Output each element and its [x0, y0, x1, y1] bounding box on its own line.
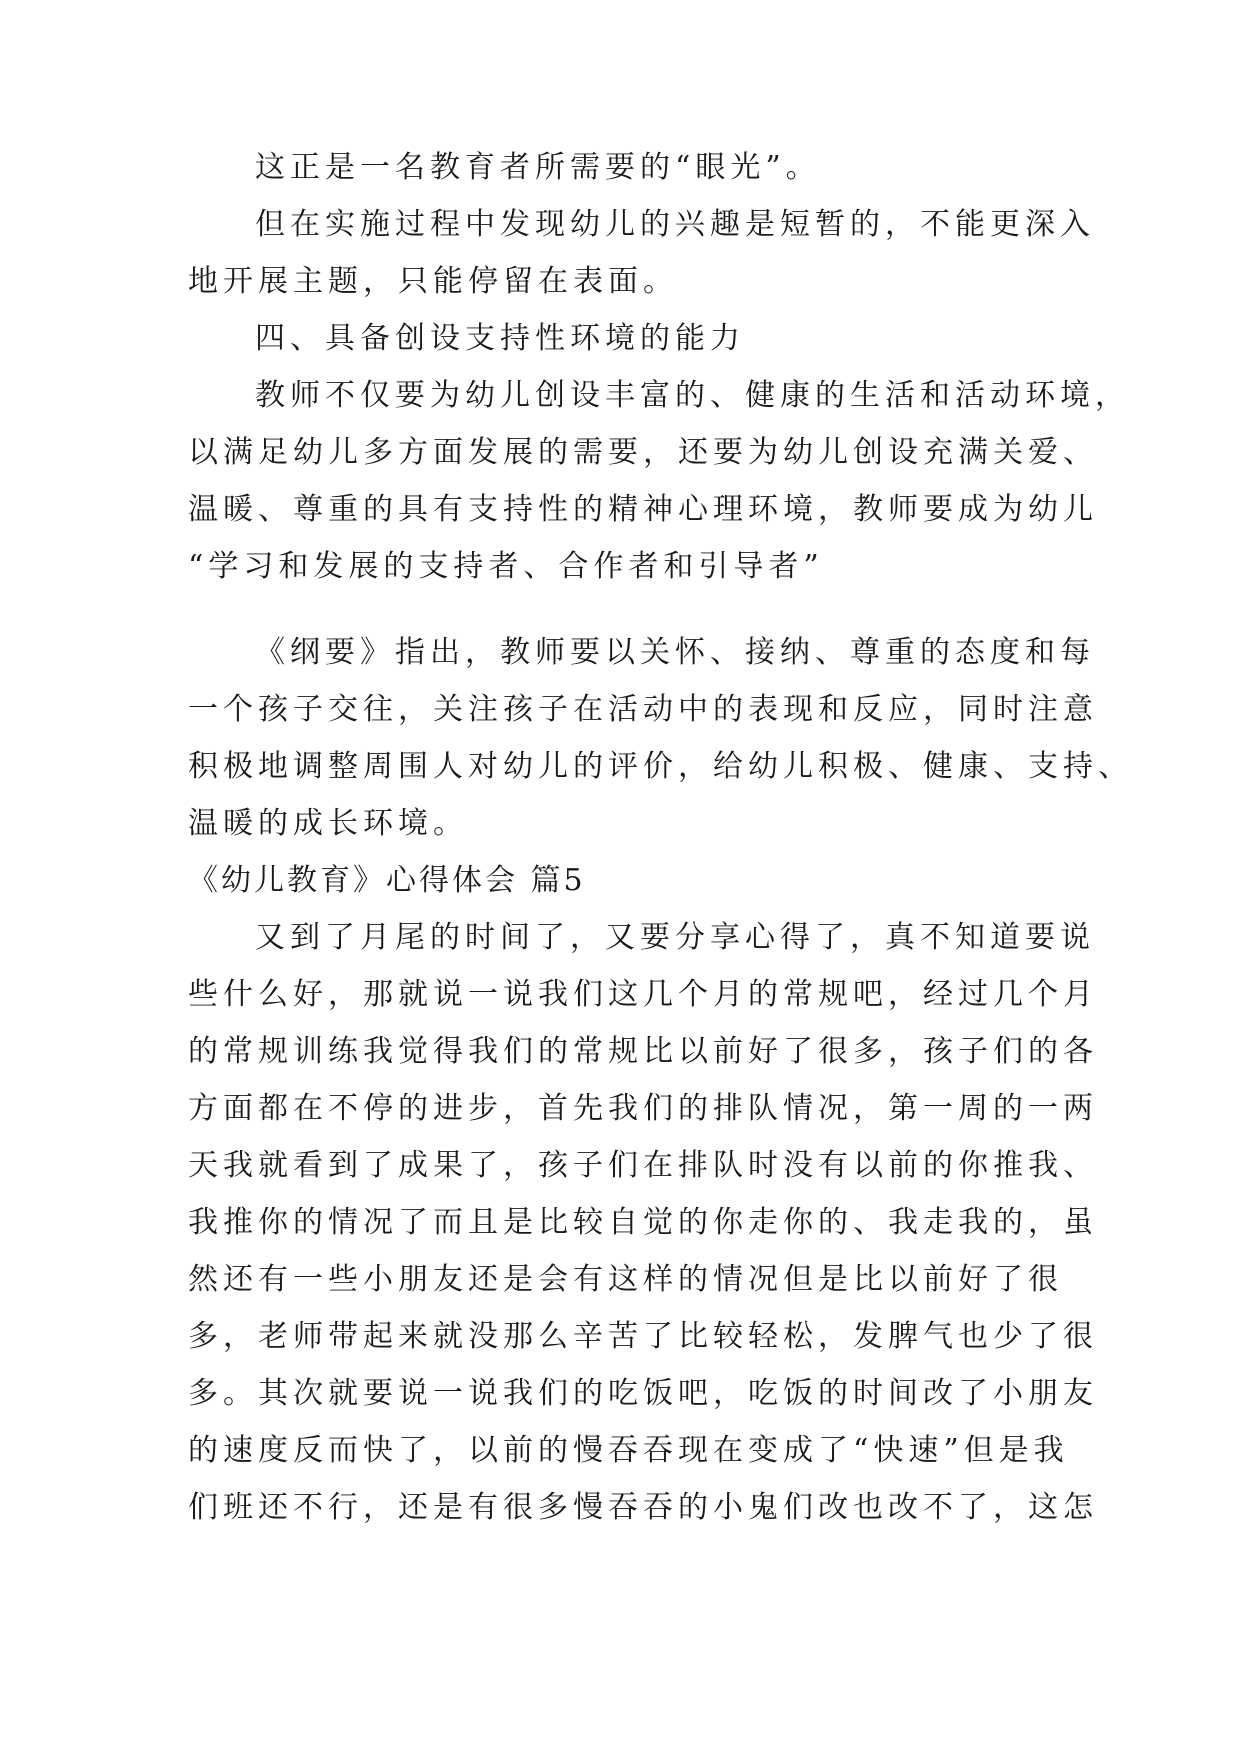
paragraph-line: 方面都在不停的进步，首先我们的排队情况，第一周的一两	[188, 1091, 1098, 1126]
paragraph-line: 积极地调整周围人对幼儿的评价，给幼儿积极、健康、支持、	[188, 749, 1133, 784]
paragraph-line: “学习和发展的支持者、合作者和引导者”	[188, 549, 824, 584]
paragraph-line: 们班还不行，还是有很多慢吞吞的小鬼们改也改不了，这怎	[188, 1490, 1098, 1525]
paragraph-line: 天我就看到了成果了，孩子们在排队时没有以前的你推我、	[188, 1148, 1098, 1183]
section-heading: 四、具备创设支持性环境的能力	[255, 321, 745, 356]
paragraph-line: 温暖的成长环境。	[188, 806, 468, 841]
paragraph-line: 地开展主题，只能停留在表面。	[188, 264, 678, 299]
paragraph-line: 教师不仅要为幼儿创设丰富的、健康的生活和活动环境，	[255, 378, 1130, 413]
paragraph-line: 然还有一些小朋友还是会有这样的情况但是比以前好了很	[188, 1262, 1063, 1297]
paragraph-line: 我推你的情况了而且是比较自觉的你走你的、我走我的，虽	[188, 1205, 1098, 1240]
paragraph-line: 多，老师带起来就没那么辛苦了比较轻松，发脾气也少了很	[188, 1319, 1098, 1354]
paragraph-line: 《纲要》指出，教师要以关怀、接纳、尊重的态度和每	[255, 635, 1095, 670]
paragraph-line: 些什么好，那就说一说我们这几个月的常规吧，经过几个月	[188, 977, 1098, 1012]
paragraph-line: 但在实施过程中发现幼儿的兴趣是短暂的，不能更深入	[255, 207, 1095, 242]
paragraph-line: 的常规训练我觉得我们的常规比以前好了很多，孩子们的各	[188, 1034, 1098, 1069]
paragraph-line: 多。其次就要说一说我们的吃饭吧，吃饭的时间改了小朋友	[188, 1376, 1098, 1411]
paragraph-line: 这正是一名教育者所需要的“眼光”。	[255, 150, 821, 185]
paragraph-line: 一个孩子交往，关注孩子在活动中的表现和反应，同时注意	[188, 692, 1098, 727]
paragraph-line: 的速度反而快了，以前的慢吞吞现在变成了“快速”但是我	[188, 1433, 1069, 1468]
paragraph-line: 温暖、尊重的具有支持性的精神心理环境，教师要成为幼儿	[188, 492, 1098, 527]
article-title: 《幼儿教育》心得体会 篇5	[188, 863, 586, 898]
paragraph-line: 又到了月尾的时间了，又要分享心得了，真不知道要说	[255, 920, 1095, 955]
paragraph-line: 以满足幼儿多方面发展的需要，还要为幼儿创设充满关爱、	[188, 435, 1098, 470]
